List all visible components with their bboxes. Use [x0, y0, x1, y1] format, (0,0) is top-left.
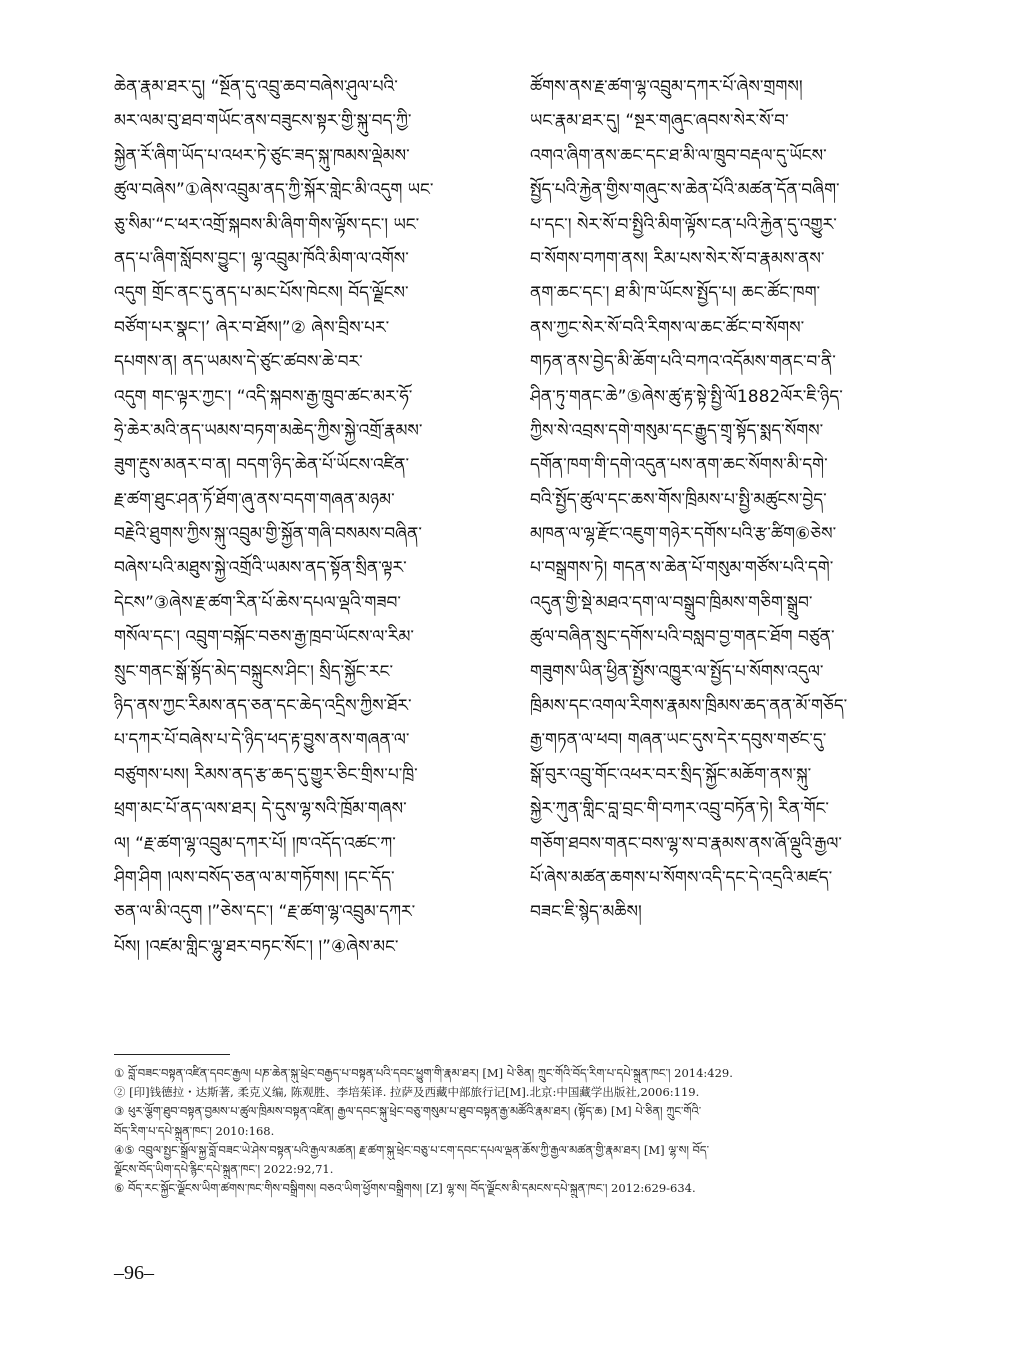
text-line: པ་དང་། སེར་སོ་བ་སྤྱིའི་མིག་ལྟོས་ངན་པའི་རྐྱེན་དུ་འགྱུར་ [530, 214, 837, 235]
text-line: བཟང་ཇི་སྙེད་མཆིས། [530, 902, 642, 923]
text-line: དཔགས་ན། ནད་ཡམས་དེ་ཙུང་ཚབས་ཆེ་བར་ [114, 352, 363, 373]
text-line: པོས། །འཛམ་གླིང་ལྷུ་ཐར་བཏང་སོང་། །”④ཞེས་མང་ [114, 936, 399, 957]
footnote: ① བློ་བཟང་བསྟན་འཛིན་དབང་རྒྱལ། པཎ་ཆེན་སྐུ་ཕྲེང་བརྒྱད་པ་བསྟན་པའི་དབང་ཕྱུག་གི་རྣམ་ཐར། [M] པེ་ཅིན། ཀྲུང་གོའི་བོད་རིག་པ་དཔེ་སྐྲུན་ཁང་། 2014:429. [114, 1066, 733, 1080]
text-line: བཙུགས་པས། རིམས་ནད་རྩ་ཆད་དུ་གྱུར་ཅིང་གྲིས་པ་ཁྲི་ [114, 764, 418, 785]
text-line: མར་ལམ་བུ་ཐབ་གཡོང་ནས་བཟུངས་སྟར་གྱི་སྐུ་བད་ཀྱི་ [114, 111, 412, 132]
text-line: སྤྱོད་པའི་རྐྱེན་གྱིས་གཞུང་ས་ཆེན་པོའི་མཚན་དོན་བཞིག་ [530, 180, 840, 201]
text-line: དེངས”③ཞེས་རྗ་ཚག་རིན་པོ་ཆེས་དཔལ་ལྡའི་གཟབ་ [114, 592, 401, 613]
text-line: ཆེན་རྣམ་ཐར་དུ། “སྔོན་དུ་འབྲུ་ཆབ་བཞེས་ཤུལ་པའི་ [114, 77, 398, 97]
text-line: མཁན་ལ་ལྷ་རྫོང་འཇུག་གཉེར་དགོས་པའི་རྩ་ཚིག⑥ཅེས་ [530, 524, 837, 545]
text-line: གསོལ་དང་། འབྲུག་བསྐོང་བཅས་རྒྱ་ཁྲབ་ཡོངས་ལ་རིམ་ [114, 627, 414, 648]
right-column [530, 70, 942, 930]
text-line: པ་བསྒྲགས་ཏེ། གདན་ས་ཆེན་པོ་གསུམ་གཙོས་པའི་དགེ་ [530, 558, 834, 579]
text-line: གཅོག་ཐབས་གནང་བས་ལྷ་ས་བ་རྣམས་ནས་ཞོ་ལྡུའི་རྒྱལ་ [530, 833, 842, 854]
footnote: ལྗོངས་བོད་ཡིག་དཔེ་རྙིང་དཔེ་སྐྲུན་ཁང་། 2022:92,71. [114, 1162, 334, 1177]
text-line: ཤིག་ཤིག །ལས་བསོད་ཅན་ལ་མ་གཏོགས། །དང་དོད་ [114, 867, 395, 888]
text-line: སྐྱེན་རོ་ཞིག་ཡོད་པ་འཕར་ཏེ་ཙུང་ཟད་སྐུ་ཁམས་ལྡེམས་ [114, 145, 410, 166]
text-line: གཟུགས་ཡིན་ཕྱིན་སྤྱོས་འཁྱུར་ལ་སྤྱོད་པ་སོགས་འདུལ་ [530, 661, 824, 682]
footnote: ④⑤ འབྲུལ་སྤྱང་སྒྲོལ་སྐྱ་བློ་བཟང་ཡེ་ཤེས་བསྟན་པའི་རྒྱལ་མཚན། རྗ་ཚག་སྐུ་ཕྲེང་བཅུ་པ་ངག་དབང་དཔལ་ལྡན་ཆོས་ཀྱི་རྒྱལ་མཚན་གྱི་རྣམ་ཐར། [M] ལྷ་ས། བོད་ [114, 1142, 709, 1157]
text-line: ཁྲིམས་དང་འགལ་རིགས་རྣམས་ཁྲིམས་ཆད་ནན་མོ་གཅོད་ [530, 696, 848, 717]
text-line: ཉིད་ནས་ཀྱང་རིམས་ནད་ཅན་དང་ཆེད་འདྲིས་ཀྱིས་ཐོར་ [114, 696, 412, 717]
left-column [114, 70, 526, 964]
text-line: བའི་སྤྱོད་ཚུལ་དང་ཆས་གོས་ཁྲིམས་པ་སྤྱི་མཚུངས་བྱེད་ [530, 489, 827, 510]
text-line: བཞེས་པའི་མཐུས་སྐྱེ་འགྲོའི་ཡམས་ནད་སྟོན་སྲིན་ལྟར་ [114, 558, 407, 579]
text-line: སྒོ་བུར་འབྲུ་གོང་འཕར་བར་སྲིད་སྐྱོང་མཆོག་ནས་སྐུ་ [530, 764, 812, 785]
text-line: ཟུག་རྔུས་མནར་བ་ན། བདག་ཉིད་ཆེན་པོ་ཡོངས་འཛིན་ [114, 455, 410, 476]
text-line: བ་སོགས་བཀག་ནས། རིམ་པས་སེར་སོ་བ་རྣམས་ནས་ [530, 248, 825, 269]
text-line: ཀྱིས་སེ་འབྲས་དགེ་གསུམ་དང་རྒྱུད་གྲྭ་སྟོད་སྨད་སོགས་ [530, 420, 824, 441]
footnote: ⑥ བོད་རང་སྐྱོང་ལྗོངས་ཡིག་ཚགས་ཁང་གིས་བསྒྲིགས། བཅའ་ཡིག་ཕྱོགས་བསྒྲིགས། [Z] ལྷ་ས། བོད་ལྗོངས་མི་དམངས་དཔེ་སྐྲུན་ཁང་། 2012:629-634. [114, 1181, 696, 1196]
text-line: ཚུལ་བཞིན་སྲུང་དགོས་པའི་བསླབ་བྱ་གནང་ཐོག བཙུན་ [530, 627, 835, 648]
text-line: ཚུལ་བཞེས”①ཞེས་འབྲུམ་ནད་ཀྱི་སྐོར་གླེང་མི་འདུག ཡང་ [114, 180, 434, 201]
footnote-divider [114, 1054, 230, 1055]
text-line: པོ་ཞེས་མཚན་ཆགས་པ་སོགས་འདི་དང་དེ་འདྲའི་མཛད་ [530, 867, 833, 888]
text-line: ཅུ་སིམ་“ང་ཕར་འགྲོ་སྐབས་མི་ཞིག་གིས་ལྟོས་དང་། ཡང་ [114, 214, 420, 235]
text-line: ཅན་ལ་མི་འདུག །”ཅེས་དང་། “རྗ་ཚག་ལྷ་འབྲུམ་དཀར་ [114, 902, 416, 923]
footnotes [114, 1064, 919, 1198]
text-line: བརྗེའི་ཐུགས་ཀྱིས་སྐུ་འབྲུམ་གྱི་སྐྱོན་གཞི་བསམས་བཞིན་ [114, 524, 422, 545]
text-line: སྲུང་གནང་སྒོ་སྟོད་མེད་བསྐྲུངས་ཤིང་། སྲིད་སྐྱོང་རང་ [114, 661, 394, 682]
text-line: ནད་པ་ཞིག་སློབས་བྱུང་། ལྷ་འབྲུམ་ཁོའི་མིག་ལ་འགོས་ [114, 248, 409, 269]
text-line: ཤིན་ཏུ་གནང་ཆེ”⑤ཞེས་ཚུ་རྟ་སྟེ་སྤྱི་ལོ1882ལོར་ཇི་ཉིད་ [530, 386, 843, 407]
text-line: ནས་ཀྱང་སེར་སོ་བའི་རིགས་ལ་ཆང་ཚོང་བ་སོགས་ [530, 317, 805, 338]
text-line: ཧྲེ་ཆེར་མའི་ནད་ཡམས་བཏག་མཆེད་ཀྱིས་སྐྱེ་འགྲོ་རྣམས་ [114, 420, 423, 441]
text-line: པ་དཀར་པོ་བཞེས་པ་དེ་ཉིད་ཕད་རྟ་བྱུས་ནས་གཞན་ལ་ [114, 730, 410, 751]
page-number: –96– [114, 1262, 154, 1284]
text-line: ལ། “རྗ་ཚག་ལྷ་འབྲུམ་དཀར་པོ། །ཁ་འདོད་འཚང་ཀ་ [114, 833, 396, 854]
text-line: བཙོག་པར་སྣང་།’ ཞེར་བ་ཐོས།”② ཞེས་བྲིས་པར་ [114, 317, 390, 338]
text-line: ཕྲག་མང་པོ་ནད་ལས་ཐར། དེ་དུས་ལྷ་སའི་ཁྲོམ་གཞས་ [114, 799, 407, 820]
text-line: གཏན་ནས་བྱེད་མི་ཆོག་པའི་བཀའ་འདོམས་གནང་བ་ནི་ [530, 352, 836, 373]
text-line: ཚོགས་ནས་རྗ་ཚག་ལྷ་འབྲུམ་དཀར་པོ་ཞེས་གྲགས། [530, 77, 803, 97]
text-line: སྐྱེར་ཀུན་གླིང་བླ་བྲང་གི་བཀར་འབྲུ་བཏོན་ཏེ། རིན་གོང་ [530, 799, 829, 820]
text-line: ཡང་རྣམ་ཐར་དུ། “སྔར་གཞུང་ཞབས་སེར་སོ་བ་ [530, 111, 789, 132]
footnote: ③ ཕུར་ལྕོག་ཐུབ་བསྟན་བྱམས་པ་ཚུལ་ཁྲིམས་བསྟན་འཛིན། རྒྱལ་དབང་སྐུ་ཕྲེང་བཅུ་གསུམ་པ་ཐུབ་བསྟན་རྒྱ་མཚོའི་རྣམ་ཐར། (སྟོད་ཆ) [M] པེ་ཅིན། ཀྲུང་གོའི་ [114, 1104, 702, 1119]
footnote: ② [印]钱德拉・达斯著, 柔克义编, 陈观胜、李培茱译. 拉萨及西藏中部旅行记[M].北京:中国藏学出版社,2006:119. [114, 1085, 700, 1100]
text-line: འདུན་གྱི་སྡེ་མཐའ་དག་ལ་བསྒྲུབ་ཁྲིམས་གཅིག་སྒྲུབ་ [530, 592, 813, 613]
text-line: འགའ་ཞིག་ནས་ཆང་དང་ཐ་མི་ལ་ཁྲུབ་བརྡལ་དུ་ཡོངས་ [530, 145, 827, 166]
text-line: འདུག གྲོང་ནང་དུ་ནད་པ་མང་པོས་ཁེངས། བོད་ལྗོངས་ [114, 283, 409, 304]
text-line: འདུག གང་ལྟར་ཀྱང་། “འདི་སྐབས་རྒྱ་ཁྲུབ་ཚང་མར་ཧོ་ [114, 386, 413, 407]
text-line: ནག་ཆང་དང་། ཐ་མི་ཁ་ཡོངས་སྤྱོད་པ། ཆང་ཚོང་ཁག་ [530, 283, 821, 304]
text-line: དགོན་ཁག་གི་དགེ་འདུན་པས་ནག་ཆང་སོགས་མི་དགེ་ [530, 455, 828, 476]
text-line: རྒྱ་གཏན་ལ་ཕབ། གཞན་ཡང་དུས་དེར་དབུས་གཙང་དུ་ [530, 730, 827, 751]
footnote: བོད་རིག་པ་དཔེ་སྐྲུན་ཁང་། 2010:168. [114, 1123, 275, 1138]
text-line: རྗ་ཚག་ཐུང་ཤན་ཏོ་ཐོག་ཞུ་ནས་བདག་གཞན་མཉམ་ [114, 489, 395, 510]
